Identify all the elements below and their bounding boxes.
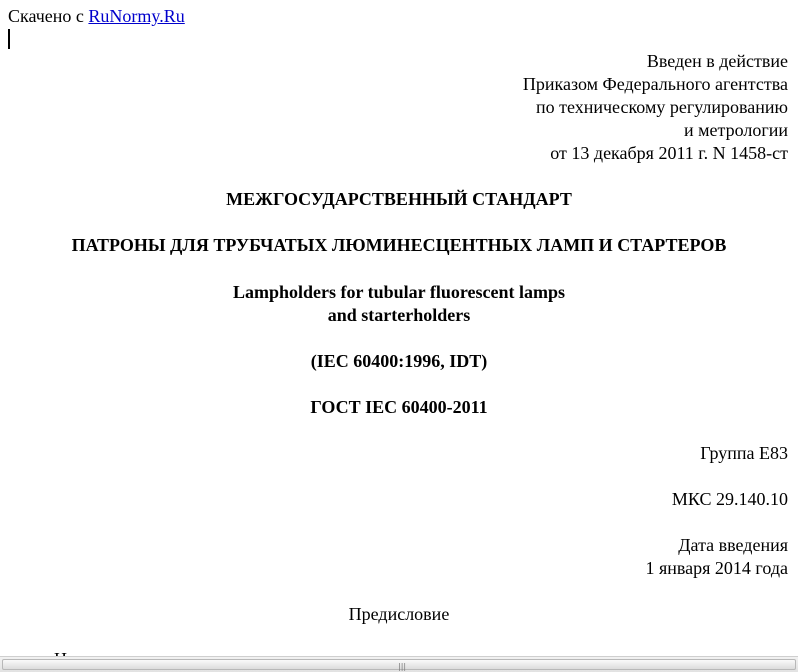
group-code: Группа Е83 [700,443,788,463]
gost-number: ГОСТ IEC 60400-2011 [310,397,488,417]
scrollbar-grip-icon: ||| [398,662,407,671]
enactment-line: и метрологии [684,120,788,140]
text-cursor [8,29,10,49]
effective-date-label: Дата введения [678,535,788,555]
enactment-block [523,50,788,165]
enactment-line: от 13 декабря 2011 г. N 1458-ст [550,143,788,163]
enactment-line: по техническому регулированию [535,97,788,117]
scrollbar-thumb[interactable] [2,659,796,670]
mks-code: МКС 29.140.10 [671,489,788,509]
title-en-line1: Lampholders for tubular fluorescent lamps [232,282,566,302]
title-ru-heading: ПАТРОНЫ ДЛЯ ТРУБЧАТЫХ ЛЮМИНЕСЦЕНТНЫХ ЛАМП И СТАРТЕРОВ [71,235,727,255]
horizontal-scrollbar[interactable] [0,656,798,672]
foreword-title: Предисловие [348,604,450,624]
runormy-link[interactable]: RuNormy.Ru [88,6,185,26]
enactment-line: Приказом Федерального агентства [522,74,788,94]
title-en-line2: and starterholders [327,305,471,325]
source-line [8,5,185,27]
effective-date-value: 1 января 2014 года [645,558,788,578]
standard-type-heading: МЕЖГОСУДАРСТВЕННЫЙ СТАНДАРТ [226,189,572,209]
enactment-line: Введен в действие [646,51,788,71]
source-prefix: Скачено с [8,6,89,26]
iec-reference: (IEC 60400:1996, IDT) [310,351,488,371]
